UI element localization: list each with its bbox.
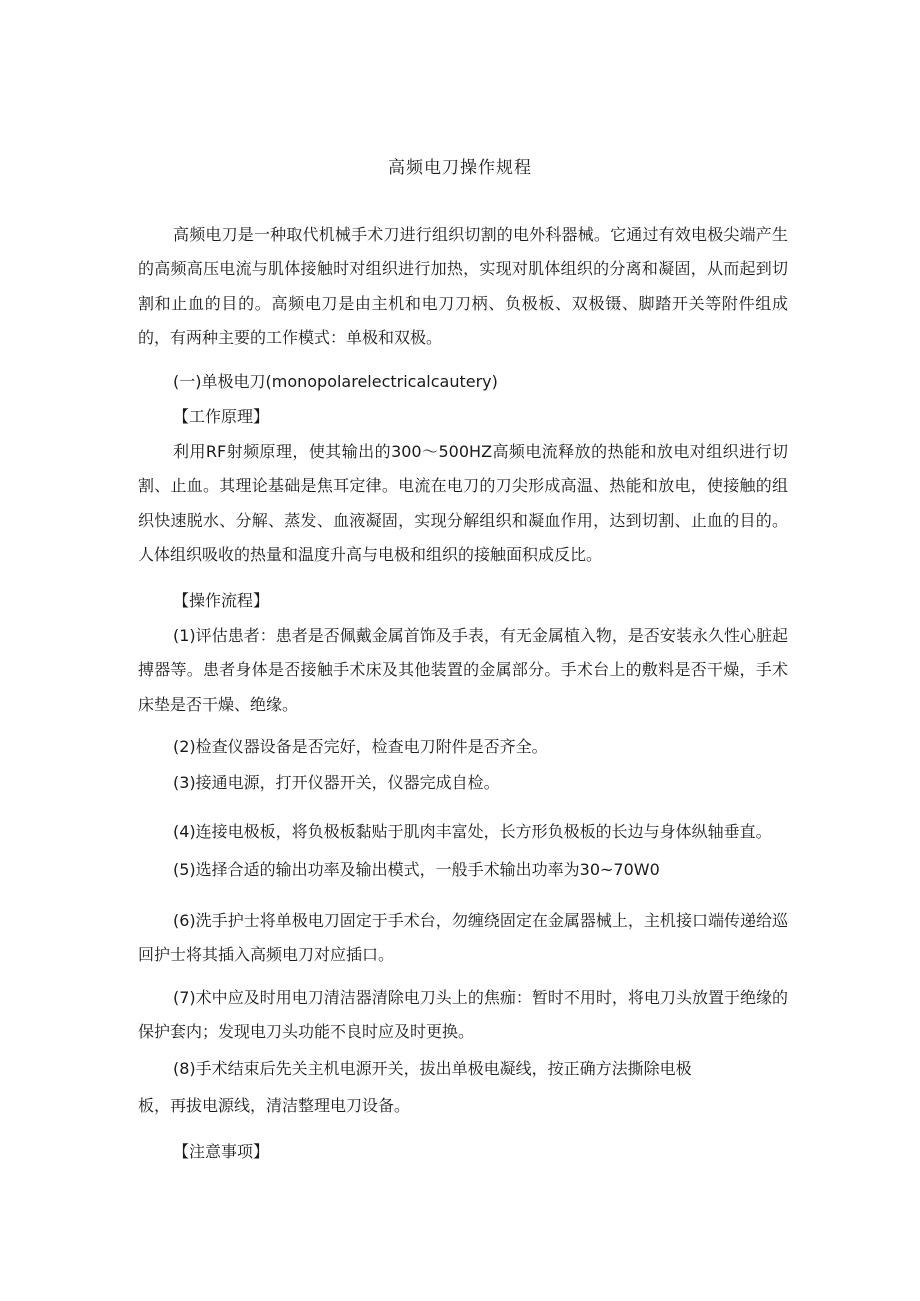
process-heading: 【操作流程】 [173,591,270,610]
intro-paragraph: 高频电刀是一种取代机械手术刀进行组织切割的电外科器械。它通过有效电极尖端产生的高频高压电流与肌体接触时对组织进行加热，实现对肌体组织的分离和凝固，从而起到切割和止血的目的。高频电刀是由主机和电刀刀柄、负极板、双极镊、脚踏开关等附件组成的，有两种主要的工作模式：单极和双极。 [138,225,788,348]
step-2: (2)检查仪器设备是否完好，检查电刀附件是否齐全。 [173,737,548,756]
step-1: (1)评估患者：患者是否佩戴金属首饰及手表，有无金属植入物，是否安装永久性心脏起搏器等。患者身体是否接触手术床及其他装置的金属部分。手术台上的敷料是否干燥，手术床垫是否干燥、绝缘。 [138,626,788,714]
step-4: (4)连接电极板，将负极板黏贴于肌肉丰富处，长方形负极板的长边与身体纵轴垂直。 [173,822,772,841]
notes-heading: 【注意事项】 [173,1142,270,1161]
principle-paragraph: 利用RF射频原理，使其输出的300～500HZ高频电流释放的热能和放电对组织进行切割、止血。其理论基础是焦耳定律。电流在电刀的刀尖形成高温、热能和放电，使接触的组织快速脱水、分解、蒸发、血液凝固，实现分解组织和凝血作用，达到切割、止血的目的。人体组织吸收的热量和温度升高与电极和组织的接触面积成反比。 [138,442,788,565]
step-8-line-2: 板，再拔电源线，清洁整理电刀设备。 [138,1096,411,1115]
step-7: (7)术中应及时用电刀清洁器清除电刀头上的焦痂：暂时不用时，将电刀头放置于绝缘的保护套内；发现电刀头功能不良时应及时更换。 [138,988,788,1042]
step-3: (3)接通电源，打开仪器开关，仪器完成自检。 [173,773,500,792]
step-5: (5)选择合适的输出功率及输出模式，一般手术输出功率为30~70W0 [173,860,660,879]
principle-heading: 【工作原理】 [173,407,270,426]
step-6: (6)洗手护士将单极电刀固定于手术台，勿缠绕固定在金属器械上，主机接口端传递给巡回护士将其插入高频电刀对应插口。 [138,911,788,965]
document-title: 高频电刀操作规程 [388,158,532,178]
section-heading-monopolar: (一)单极电刀(monopolarelectricalcautery) [173,372,498,391]
step-8-line-1: (8)手术结束后先关主机电源开关，拔出单极电凝线，按正确方法撕除电极 [173,1059,692,1078]
